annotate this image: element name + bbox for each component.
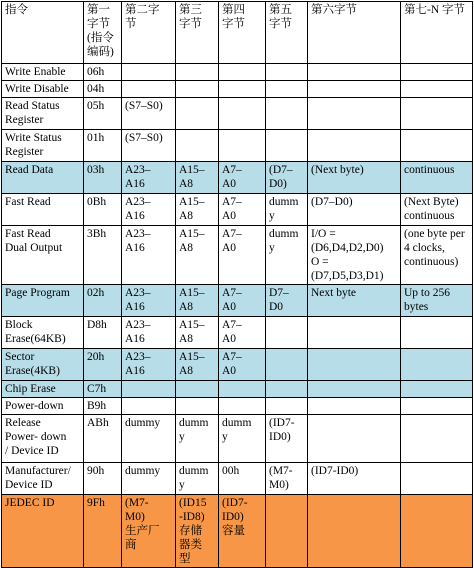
cell-text: dumm y	[179, 417, 209, 443]
byte-cell	[401, 398, 473, 415]
byte-cell	[176, 398, 219, 415]
byte-cell	[84, 495, 122, 568]
byte-cell	[401, 463, 473, 495]
cell-text: 06h	[87, 66, 105, 78]
header-cell	[84, 2, 122, 64]
command-table	[1, 1, 473, 568]
instruction-name-cell	[2, 81, 84, 98]
table-row	[2, 162, 473, 194]
byte-cell	[401, 194, 473, 226]
cell-text: A23– A16	[125, 351, 151, 377]
cell-text: A15– A8	[179, 287, 205, 313]
byte-cell	[176, 381, 219, 398]
byte-cell	[401, 349, 473, 381]
byte-cell	[84, 81, 122, 98]
cell-text: Write Disable	[5, 83, 69, 95]
byte-cell	[176, 162, 219, 194]
byte-cell	[401, 317, 473, 349]
header-cell	[308, 2, 401, 64]
byte-cell	[219, 226, 266, 285]
byte-cell	[401, 495, 473, 568]
byte-cell	[122, 98, 176, 130]
byte-cell	[308, 64, 401, 81]
byte-cell	[176, 317, 219, 349]
byte-cell	[84, 415, 122, 463]
table-row	[2, 495, 473, 568]
byte-cell	[219, 64, 266, 81]
cell-text: Chip Erase	[5, 383, 56, 395]
instruction-name-cell	[2, 162, 84, 194]
cell-text: Read Data	[5, 164, 54, 176]
cell-text: 9Fh	[87, 497, 105, 509]
byte-cell	[401, 81, 473, 98]
instruction-name-cell	[2, 495, 84, 568]
cell-text: A23– A16	[125, 196, 151, 222]
header-row	[2, 2, 473, 64]
instruction-name-cell	[2, 226, 84, 285]
cell-text: Block Erase(64KB)	[5, 319, 66, 345]
byte-cell	[176, 415, 219, 463]
cell-text: 20h	[87, 351, 105, 363]
cell-text: (Next Byte) continuous	[404, 196, 459, 222]
byte-cell	[84, 349, 122, 381]
byte-cell	[308, 285, 401, 317]
cell-text: Release Power- down / Device ID	[5, 417, 67, 457]
byte-cell	[84, 98, 122, 130]
cell-text: 02h	[87, 287, 105, 299]
byte-cell	[84, 64, 122, 81]
byte-cell	[219, 98, 266, 130]
byte-cell	[266, 98, 308, 130]
byte-cell	[401, 130, 473, 162]
cell-text: A7– A0	[222, 351, 242, 377]
byte-cell	[308, 381, 401, 398]
cell-text: I/O = (D6,D4,D2,D0) O = (D7,D5,D3,D1)	[311, 228, 384, 282]
byte-cell	[219, 415, 266, 463]
cell-text: A15– A8	[179, 319, 205, 345]
byte-cell	[401, 98, 473, 130]
cell-text: 00h	[222, 465, 240, 477]
byte-cell	[266, 81, 308, 98]
cell-text: A7– A0	[222, 319, 242, 345]
cell-text: A15– A8	[179, 164, 205, 190]
cell-text: 90h	[87, 465, 105, 477]
table-row	[2, 98, 473, 130]
cell-text: (D7– D0)	[269, 164, 293, 190]
byte-cell	[401, 226, 473, 285]
byte-cell	[266, 317, 308, 349]
byte-cell	[308, 81, 401, 98]
cell-text: (S7–S0)	[125, 132, 163, 144]
cell-text: dummy	[125, 417, 161, 429]
byte-cell	[84, 317, 122, 349]
cell-text: A7– A0	[222, 164, 242, 190]
cell-text: Manufacturer/ Device ID	[5, 465, 71, 491]
cell-text: (ID7-ID0)	[311, 465, 359, 477]
byte-cell	[122, 415, 176, 463]
cell-text: B9h	[87, 400, 107, 412]
table-row	[2, 381, 473, 398]
cell-text: (ID7- ID0)	[269, 417, 295, 443]
byte-cell	[84, 463, 122, 495]
instruction-name-cell	[2, 463, 84, 495]
byte-cell	[266, 130, 308, 162]
cell-text: D7– D0	[269, 287, 289, 313]
byte-cell	[122, 226, 176, 285]
cell-text: dumm y	[269, 196, 299, 222]
byte-cell	[122, 285, 176, 317]
byte-cell	[401, 415, 473, 463]
header-cell	[176, 2, 219, 64]
byte-cell	[122, 398, 176, 415]
cell-text: A23– A16	[125, 164, 151, 190]
byte-cell	[176, 349, 219, 381]
byte-cell	[219, 381, 266, 398]
byte-cell	[84, 194, 122, 226]
header-text: 第五 字节	[269, 4, 292, 30]
byte-cell	[401, 64, 473, 81]
table-row	[2, 130, 473, 162]
byte-cell	[401, 285, 473, 317]
byte-cell	[84, 162, 122, 194]
byte-cell	[176, 130, 219, 162]
byte-cell	[84, 130, 122, 162]
cell-text: Write Enable	[5, 66, 66, 78]
byte-cell	[219, 495, 266, 568]
cell-text: Up to 256 bytes	[404, 287, 450, 313]
byte-cell	[308, 162, 401, 194]
byte-cell	[122, 81, 176, 98]
header-text: 第三 字节	[179, 4, 202, 30]
byte-cell	[401, 381, 473, 398]
table-row	[2, 415, 473, 463]
byte-cell	[266, 162, 308, 194]
byte-cell	[122, 130, 176, 162]
byte-cell	[308, 349, 401, 381]
byte-cell	[266, 495, 308, 568]
byte-cell	[219, 81, 266, 98]
header-text: 第七-N 字节	[404, 4, 466, 16]
cell-text: 3Bh	[87, 228, 107, 240]
instruction-name-cell	[2, 194, 84, 226]
instruction-name-cell	[2, 285, 84, 317]
byte-cell	[266, 194, 308, 226]
byte-cell	[122, 349, 176, 381]
byte-cell	[308, 226, 401, 285]
instruction-name-cell	[2, 130, 84, 162]
cell-text: A15– A8	[179, 196, 205, 222]
cell-text: A23– A16	[125, 228, 151, 254]
cell-text: C7h	[87, 383, 107, 395]
table-row	[2, 81, 473, 98]
byte-cell	[84, 285, 122, 317]
byte-cell	[122, 317, 176, 349]
table-row	[2, 463, 473, 495]
header-cell	[401, 2, 473, 64]
byte-cell	[176, 194, 219, 226]
table-row	[2, 398, 473, 415]
byte-cell	[122, 381, 176, 398]
cell-text: 0Bh	[87, 196, 107, 208]
cell-text: (S7–S0)	[125, 100, 163, 112]
cell-text: JEDEC ID	[5, 497, 55, 509]
cell-text: (ID7- ID0) 容量	[222, 497, 248, 537]
header-text: 指令	[5, 4, 28, 16]
table-row	[2, 349, 473, 381]
byte-cell	[219, 285, 266, 317]
byte-cell	[401, 162, 473, 194]
byte-cell	[308, 130, 401, 162]
byte-cell	[308, 194, 401, 226]
byte-cell	[266, 381, 308, 398]
instruction-name-cell	[2, 415, 84, 463]
cell-text: (ID15 -ID8) 存储 器类 型	[179, 497, 207, 565]
byte-cell	[219, 162, 266, 194]
header-cell	[219, 2, 266, 64]
header-text: 第二字 节	[125, 4, 160, 30]
cell-text: continuous	[404, 164, 455, 176]
cell-text: dumm y	[222, 417, 252, 443]
byte-cell	[308, 415, 401, 463]
cell-text: A15– A8	[179, 228, 205, 254]
byte-cell	[176, 226, 219, 285]
cell-text: (M7- M0)	[269, 465, 293, 491]
cell-text: 04h	[87, 83, 105, 95]
byte-cell	[84, 226, 122, 285]
header-text: 第六字节	[311, 4, 357, 16]
byte-cell	[266, 415, 308, 463]
command-rows	[2, 64, 473, 568]
instruction-name-cell	[2, 98, 84, 130]
table-row	[2, 317, 473, 349]
cell-text: dumm y	[179, 465, 209, 491]
byte-cell	[122, 162, 176, 194]
table-row	[2, 64, 473, 81]
byte-cell	[266, 398, 308, 415]
cell-text: A7– A0	[222, 228, 242, 254]
byte-cell	[219, 317, 266, 349]
byte-cell	[84, 398, 122, 415]
byte-cell	[219, 398, 266, 415]
byte-cell	[176, 98, 219, 130]
cell-text: (D7–D0)	[311, 196, 353, 208]
cell-text: Page Program	[5, 287, 70, 299]
cell-text: A23– A16	[125, 319, 151, 345]
instruction-name-cell	[2, 317, 84, 349]
byte-cell	[219, 130, 266, 162]
byte-cell	[219, 463, 266, 495]
byte-cell	[176, 285, 219, 317]
cell-text: Read Status Register	[5, 100, 60, 126]
cell-text: Write Status Register	[5, 132, 62, 158]
cell-text: A7– A0	[222, 287, 242, 313]
byte-cell	[84, 381, 122, 398]
cell-text: dummy	[125, 465, 161, 477]
header-cell	[2, 2, 84, 64]
byte-cell	[176, 64, 219, 81]
header-text: 第一 字节 (指令 编码)	[87, 4, 114, 58]
byte-cell	[266, 285, 308, 317]
byte-cell	[308, 317, 401, 349]
cell-text: 01h	[87, 132, 105, 144]
cell-text: ABh	[87, 417, 109, 429]
cell-text: A15– A8	[179, 351, 205, 377]
byte-cell	[122, 495, 176, 568]
byte-cell	[266, 349, 308, 381]
table-row	[2, 194, 473, 226]
byte-cell	[308, 495, 401, 568]
cell-text: Fast Read Dual Output	[5, 228, 63, 254]
instruction-name-cell	[2, 381, 84, 398]
byte-cell	[176, 495, 219, 568]
cell-text: (M7- M0) 生产厂 商	[125, 497, 160, 551]
cell-text: dumm y	[269, 228, 299, 254]
byte-cell	[122, 463, 176, 495]
byte-cell	[266, 463, 308, 495]
cell-text: 05h	[87, 100, 105, 112]
instruction-name-cell	[2, 398, 84, 415]
byte-cell	[308, 463, 401, 495]
cell-text: Next byte	[311, 287, 357, 299]
cell-text: (one byte per 4 clocks, continuous)	[404, 228, 465, 268]
cell-text: 03h	[87, 164, 105, 176]
byte-cell	[219, 194, 266, 226]
byte-cell	[122, 194, 176, 226]
instruction-name-cell	[2, 64, 84, 81]
cell-text: Power-down	[5, 400, 64, 412]
byte-cell	[266, 226, 308, 285]
cell-text: D8h	[87, 319, 107, 331]
byte-cell	[176, 463, 219, 495]
byte-cell	[308, 98, 401, 130]
header-cell	[266, 2, 308, 64]
byte-cell	[122, 64, 176, 81]
cell-text: Fast Read	[5, 196, 51, 208]
cell-text: Sector Erase(4KB)	[5, 351, 60, 377]
byte-cell	[266, 64, 308, 81]
byte-cell	[308, 398, 401, 415]
byte-cell	[219, 349, 266, 381]
table-row	[2, 285, 473, 317]
header-text: 第四 字节	[222, 4, 245, 30]
instruction-name-cell	[2, 349, 84, 381]
table-row	[2, 226, 473, 285]
cell-text: A7– A0	[222, 196, 242, 222]
header-cell	[122, 2, 176, 64]
cell-text: A23– A16	[125, 287, 151, 313]
cell-text: (Next byte)	[311, 164, 364, 176]
byte-cell	[176, 81, 219, 98]
